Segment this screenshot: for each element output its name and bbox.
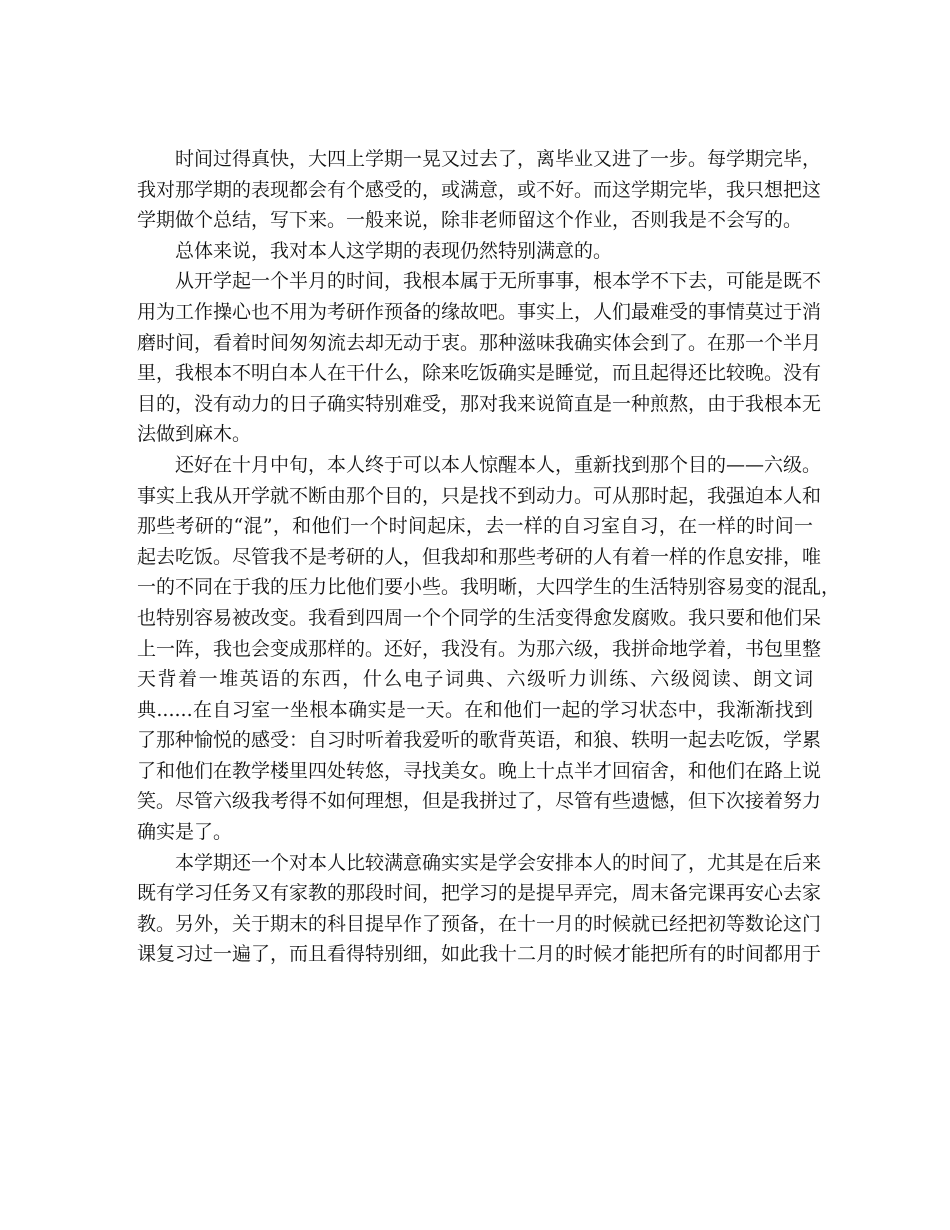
text-line: 一的不同在于我的压力比他们要小些。我明晰，大四学生的生活特别容易变的混乱， <box>137 576 841 599</box>
text-line: 天背着一堆英语的东西，什么电子词典、六级听力训练、六级阅读、朗文词 <box>137 668 813 691</box>
text-line: 既有学习任务又有家教的那段时间，把学习的是提早弄完，周末备完课再安心去家 <box>137 882 822 905</box>
text-line: 我对那学期的表现都会有个感受的，或满意，或不好。而这学期完毕，我只想把这 <box>137 178 822 201</box>
document-body <box>137 144 841 970</box>
text-line: 典......在自习室一坐根本确实是一天。在和他们一起的学习状态中，我渐渐找到 <box>137 698 813 721</box>
text-line: 确实是了。 <box>137 821 233 844</box>
text-line: 法做到麻木。 <box>137 423 252 446</box>
text-line: 本学期还一个对本人比较满意确实实是学会安排本人的时间了，尤其是在后来 <box>175 851 822 874</box>
text-line: 课复习过一遍了，而且看得特别细，如此我十二月的时候才能把所有的时间都用于 <box>137 943 822 966</box>
text-line: 从开学起一个半月的时间，我根本属于无所事事，根本学不下去，可能是既不 <box>175 270 822 293</box>
text-line: 笑。尽管六级我考得不如何理想，但是我拼过了，尽管有些遗憾，但下次接着努力 <box>137 790 822 813</box>
text-line: 教。另外，关于期末的科目提早作了预备，在十一月的时候就已经把初等数论这门 <box>137 912 822 935</box>
text-line: 那些考研的“混”，和他们一个时间起床，去一样的自习室自习，在一样的时间一 <box>137 515 813 538</box>
text-line: 目的，没有动力的日子确实特别难受，那对我来说简直是一种煎熬，由于我根本无 <box>137 392 822 415</box>
text-line: 磨时间，看着时间匆匆流去却无动于衷。那种滋味我确实体会到了。在那一个半月 <box>137 331 822 354</box>
text-line: 事实上我从开学就不断由那个目的，只是找不到动力。可从那时起，我强迫本人和 <box>137 484 822 507</box>
text-line: 学期做个总结，写下来。一般来说，除非老师留这个作业，否则我是不会写的。 <box>137 209 803 232</box>
text-line: 时间过得真快，大四上学期一晃又过去了，离毕业又进了一步。每学期完毕， <box>175 148 822 170</box>
text-line: 了和他们在教学楼里四处转悠，寻找美女。晚上十点半才回宿舍，和他们在路上说 <box>137 759 822 782</box>
text-line: 也特别容易被改变。我看到四周一个个同学的生活变得愈发腐败。我只要和他们呆 <box>137 606 822 629</box>
text-line: 了那种愉悦的感受：自习时听着我爱听的歌背英语，和狼、轶明一起去吃饭，学累 <box>137 729 822 752</box>
text-line: 用为工作操心也不用为考研作预备的缘故吧。事实上，人们最难受的事情莫过于消 <box>137 300 822 323</box>
text-line: 里，我根本不明白本人在干什么，除来吃饭确实是睡觉，而且起得还比较晚。没有 <box>137 362 822 385</box>
text-line: 总体来说，我对本人这学期的表现仍然特别满意的。 <box>175 239 613 262</box>
text-line: 还好在十月中旬，本人终于可以本人惊醒本人，重新找到那个目的——六级。 <box>175 453 822 476</box>
text-line: 上一阵，我也会变成那样的。还好，我没有。为那六级，我拼命地学着，书包里整 <box>137 637 822 660</box>
text-line: 起去吃饭。尽管我不是考研的人，但我却和那些考研的人有着一样的作息安排，唯 <box>137 545 822 568</box>
